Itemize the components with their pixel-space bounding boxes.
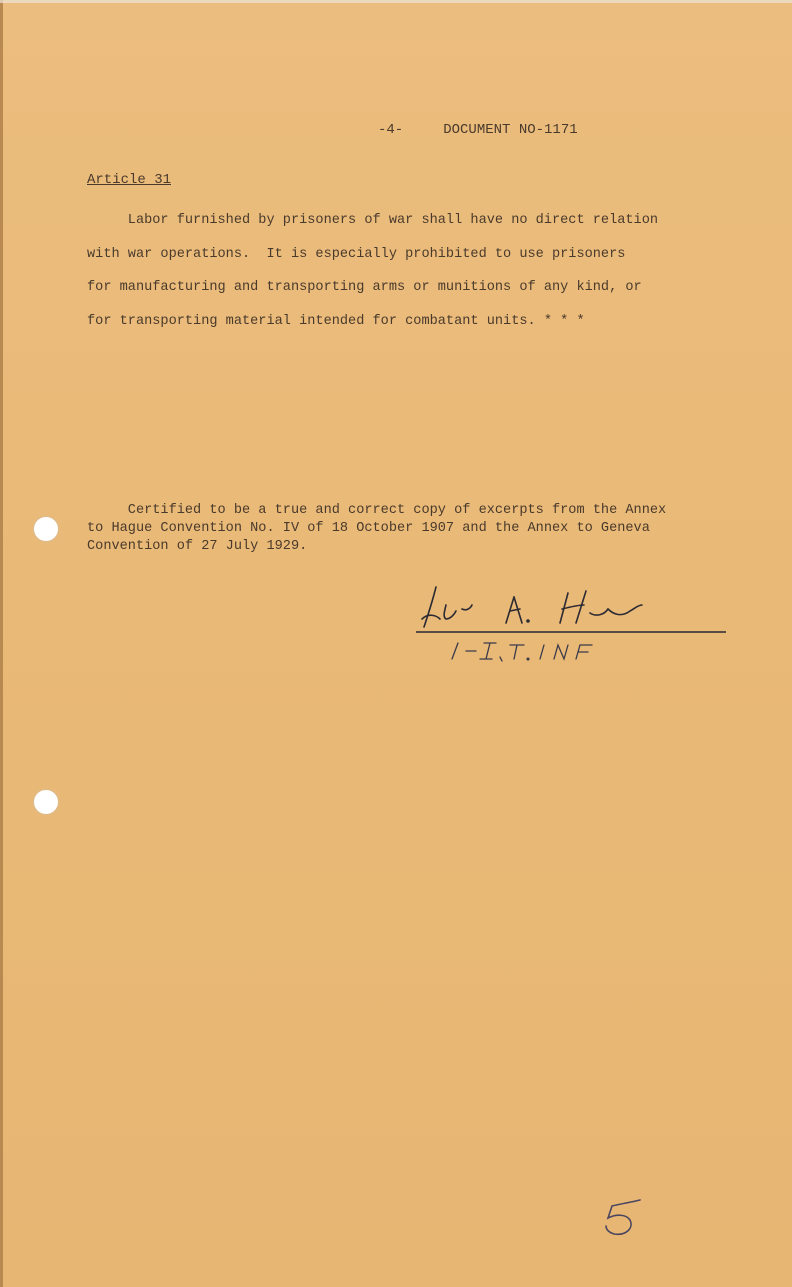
article-line: for transporting material intended for combatant units. * * * (87, 313, 585, 329)
article-line: Labor furnished by prisoners of war shall have no direct relation (87, 213, 659, 228)
certification-text (87, 502, 687, 556)
certification-line: Certified to be a true and correct copy of excerpts from the Annex (87, 503, 667, 518)
page-number: -4- (378, 122, 404, 138)
article-body (87, 204, 687, 338)
signature-title-handwriting (452, 643, 592, 661)
punch-hole (34, 517, 58, 541)
article-title: Article 31 (87, 172, 172, 188)
certification-line: to Hague Convention No. IV of 18 October 1907 and the Annex to Geneva (87, 521, 650, 536)
signature-name-handwriting (422, 587, 642, 627)
article-line: with war operations. It is especially prohibited to use prisoners (87, 246, 626, 262)
page-mark-handwritten (596, 1196, 646, 1241)
article-line: for manufacturing and transporting arms or munitions of any kind, or (87, 280, 642, 295)
document-number: DOCUMENT NO-1171 (443, 122, 578, 138)
page-header (378, 122, 578, 138)
signature-block (410, 575, 730, 670)
certification-line: Convention of 27 July 1929. (87, 539, 308, 554)
punch-hole (34, 790, 58, 814)
